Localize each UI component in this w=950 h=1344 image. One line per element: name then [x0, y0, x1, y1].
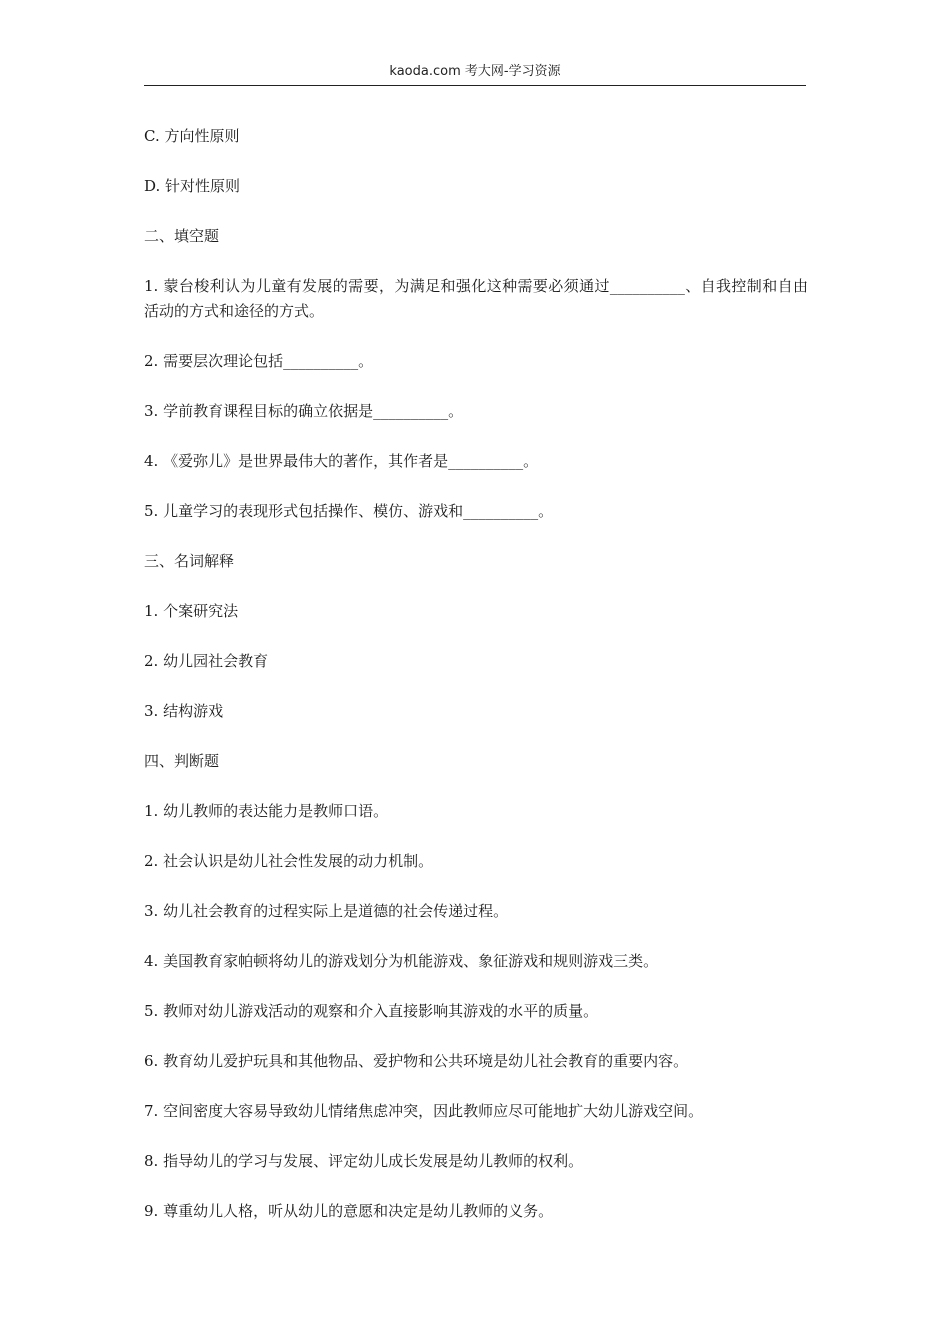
true-false-question-4: 4. 美国教育家帕顿将幼儿的游戏划分为机能游戏、象征游戏和规则游戏三类。	[144, 952, 659, 970]
page-header: kaoda.com 考大网-学习资源	[389, 64, 561, 79]
header-rule	[144, 85, 806, 86]
section-title-fill-in: 二、填空题	[144, 227, 220, 245]
fill-in-question-5: 5. 儿童学习的表现形式包括操作、模仿、游戏和__________。	[144, 502, 554, 520]
option-d: D. 针对性原则	[144, 177, 241, 195]
true-false-question-1: 1. 幼儿教师的表达能力是教师口语。	[144, 802, 389, 820]
document-body	[144, 124, 808, 1249]
fill-in-question-4: 4. 《爱弥儿》是世界最伟大的著作，其作者是__________。	[144, 452, 539, 470]
true-false-question-9: 9. 尊重幼儿人格，听从幼儿的意愿和决定是幼儿教师的义务。	[144, 1202, 554, 1220]
definition-question-2: 2. 幼儿园社会教育	[144, 652, 269, 670]
true-false-question-7: 7. 空间密度大容易导致幼儿情绪焦虑冲突，因此教师应尽可能地扩大幼儿游戏空间。	[144, 1102, 704, 1120]
definition-question-3: 3. 结构游戏	[144, 702, 224, 720]
fill-in-question-1: 1. 蒙台梭利认为儿童有发展的需要，为满足和强化这种需要必须通过__________、自我控制和自由活动的方式和途径的方式。	[144, 277, 808, 320]
option-c: C. 方向性原则	[144, 127, 240, 145]
true-false-question-3: 3. 幼儿社会教育的过程实际上是道德的社会传递过程。	[144, 902, 509, 920]
true-false-question-2: 2. 社会认识是幼儿社会性发展的动力机制。	[144, 852, 434, 870]
fill-in-question-3: 3. 学前教育课程目标的确立依据是__________。	[144, 402, 464, 420]
true-false-question-8: 8. 指导幼儿的学习与发展、评定幼儿成长发展是幼儿教师的权利。	[144, 1152, 584, 1170]
definition-question-1: 1. 个案研究法	[144, 602, 239, 620]
fill-in-question-2: 2. 需要层次理论包括__________。	[144, 352, 374, 370]
section-title-definitions: 三、名词解释	[144, 552, 235, 570]
true-false-question-5: 5. 教师对幼儿游戏活动的观察和介入直接影响其游戏的水平的质量。	[144, 1002, 599, 1020]
true-false-question-6: 6. 教育幼儿爱护玩具和其他物品、爱护物和公共环境是幼儿社会教育的重要内容。	[144, 1052, 689, 1070]
section-title-true-false: 四、判断题	[144, 752, 220, 770]
